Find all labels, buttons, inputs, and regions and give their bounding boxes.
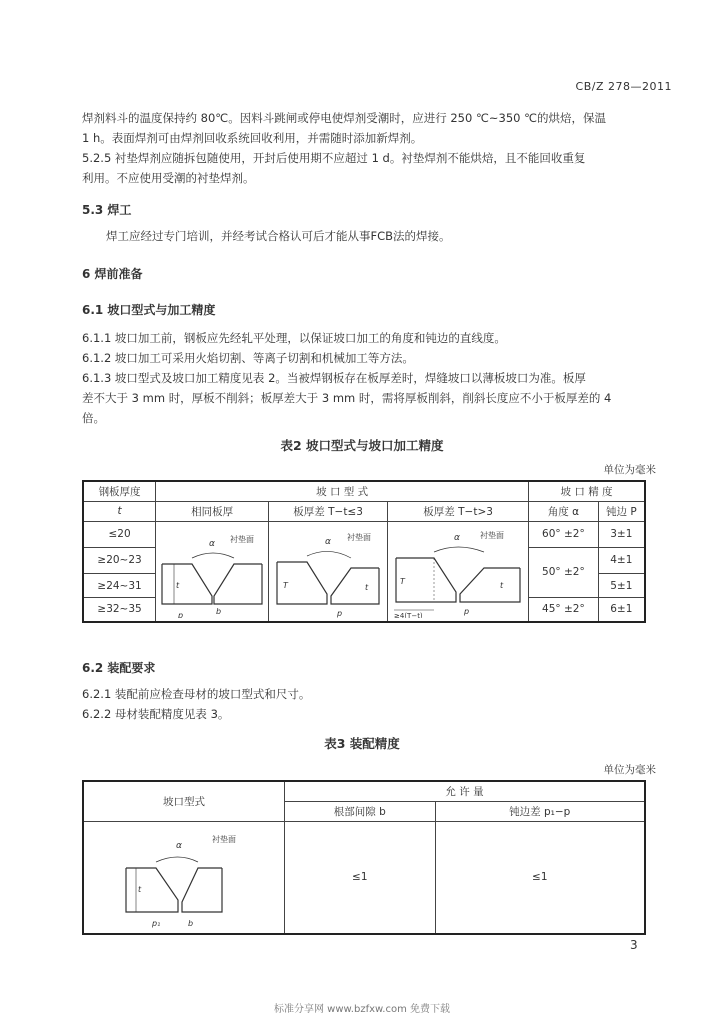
text-line: 1 h。表面焊剂可由焊剂回收系统回收利用，并需随时添加新焊剂。: [82, 131, 423, 145]
t-label: t: [176, 580, 180, 590]
header-groove-type: 坡口型式: [83, 781, 285, 821]
table-assembly-precision: [82, 780, 646, 935]
groove-diagram-same: [156, 522, 268, 618]
page-number: 3: [630, 938, 638, 952]
cell-blunt: 6±1: [598, 598, 645, 622]
lining-label: 衬垫面: [347, 532, 372, 542]
section-title-5-3: 5.3 焊工: [82, 203, 132, 217]
table-2-caption: 表2 坡口型式与坡口加工精度: [280, 438, 444, 453]
lining-label: 衬垫面: [480, 530, 505, 540]
p-label: p: [337, 608, 343, 618]
header-thickness: 钢板厚度: [83, 481, 156, 501]
header-blunt-diff: 钝边差 p₁−p: [435, 801, 645, 821]
header-groove-precision: 坡 口 精 度: [529, 481, 645, 501]
text-line: 焊剂料斗的温度保持约 80℃。因料斗跳闸或停电使焊剂受潮时，应进行 250 ℃~350 ℃的烘焙，保温: [82, 111, 607, 125]
text-line: 6.2.1 装配前应检查母材的坡口型式和尺寸。: [82, 687, 311, 701]
alpha-label: α: [209, 538, 216, 549]
text-line: 6.2.2 母材装配精度见表 3。: [82, 707, 230, 721]
footer-watermark: 标准分享网 www.bzfxw.com 免费下载: [274, 1004, 450, 1015]
header-angle: 角度 α: [529, 501, 599, 521]
section-title-6: 6 焊前准备: [82, 267, 143, 281]
cell-thickness: ≥20~23: [83, 547, 156, 574]
table-2-unit: 单位为毫米: [603, 464, 656, 476]
header-diff-gt3: 板厚差 T−t>3: [388, 501, 529, 521]
paragraph-flux-hopper: [82, 108, 642, 188]
header-t: t: [83, 501, 156, 521]
T-label: T: [400, 576, 406, 586]
text-line: 6.1.1 坡口加工前，钢板应先经轧平处理，以保证坡口加工的角度和钝边的直线度。: [82, 331, 506, 345]
cell-blunt-diff: ≤1: [435, 821, 645, 934]
text-line: 6.1.2 坡口加工可采用火焰切割、等离子切割和机械加工等方法。: [82, 351, 414, 365]
cell-thickness: ≥32~35: [83, 598, 156, 622]
header-same-thickness: 相同板厚: [156, 501, 269, 521]
cell-angle: 45° ±2°: [529, 598, 599, 622]
t-label: t: [500, 580, 504, 590]
p-label: p: [178, 610, 184, 618]
text-line: 差不大于 3 mm 时，厚板不削斜；板厚差大于 3 mm 时，需将厚板削斜，削斜长度应不小于板厚差的 4: [82, 391, 612, 405]
cell-root-gap: ≤1: [285, 821, 436, 934]
header-blunt: 钝边 P: [598, 501, 645, 521]
T-label: T: [283, 580, 289, 590]
diagram-assembly: [83, 821, 285, 934]
cell-blunt: 3±1: [598, 521, 645, 547]
cell-thickness: ≥24~31: [83, 574, 156, 598]
alpha-label: α: [176, 840, 182, 851]
table-groove-precision: [82, 480, 646, 623]
b-label: b: [216, 606, 222, 616]
diagram-same-thickness: [156, 521, 269, 622]
table-3-unit: 单位为毫米: [603, 764, 656, 776]
standard-number: CB/Z 278—2011: [575, 80, 672, 93]
t-label: t: [138, 884, 142, 894]
header-groove-type: 坡 口 型 式: [156, 481, 529, 501]
alpha-label: α: [325, 536, 332, 547]
header-root-gap: 根部间隙 b: [285, 801, 436, 821]
paragraph-welder: 焊工应经过专门培训，并经考试合格认可后才能从事FCB法的焊接。: [106, 229, 451, 243]
groove-diagram-gt3: [388, 522, 528, 618]
cell-blunt: 4±1: [598, 547, 645, 574]
section-title-6-2: 6.2 装配要求: [82, 661, 156, 675]
paragraph-6-2: [82, 684, 642, 724]
diagram-diff-gt3: [388, 521, 529, 622]
alpha-label: α: [454, 532, 461, 543]
lining-label: 衬垫面: [212, 834, 236, 844]
b-label: b: [188, 918, 194, 928]
diagram-diff-le3: [269, 521, 388, 622]
text-line: 6.1.3 坡口型式及坡口加工精度见表 2。当被焊钢板存在板厚差时，焊缝坡口以薄板坡口为准。板厚: [82, 371, 586, 385]
text-line: 5.2.5 衬垫焊剂应随拆包随使用，开封后使用期不应超过 1 d。衬垫焊剂不能烘焙，且不能回收重复: [82, 151, 586, 165]
cell-blunt: 5±1: [598, 574, 645, 598]
t-label: t: [365, 582, 369, 592]
p1-label: p₁: [152, 918, 161, 928]
header-allowance: 允 许 量: [285, 781, 646, 801]
assembly-groove-diagram: [84, 822, 284, 930]
header-diff-le3: 板厚差 T−t≤3: [269, 501, 388, 521]
text-line: 利用。不应使用受潮的衬垫焊剂。: [82, 171, 255, 185]
table-3-caption: 表3 装配精度: [324, 736, 400, 751]
cell-thickness: ≤20: [83, 521, 156, 547]
cell-angle: 50° ±2°: [529, 547, 599, 598]
lining-label: 衬垫面: [230, 534, 255, 544]
taper-label: ≥4(T−t): [394, 611, 423, 618]
text-line: 倍。: [82, 411, 105, 425]
cell-angle: 60° ±2°: [529, 521, 599, 547]
paragraph-6-1: [82, 328, 642, 428]
section-title-6-1: 6.1 坡口型式与加工精度: [82, 303, 216, 317]
groove-diagram-le3: [269, 522, 387, 618]
p-label: p: [464, 606, 470, 616]
